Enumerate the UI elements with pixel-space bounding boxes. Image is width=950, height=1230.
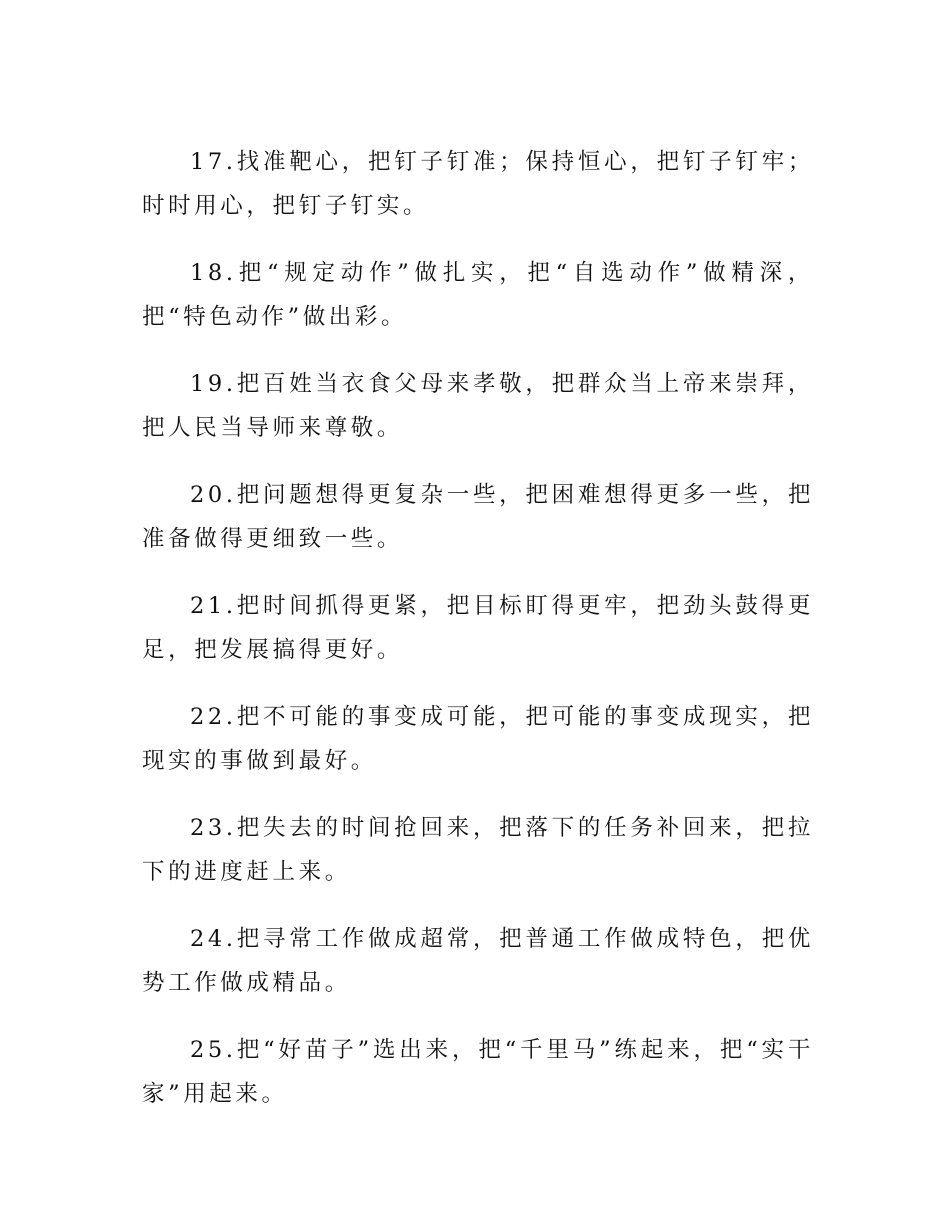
paragraph-21: 21.把时间抓得更紧，把目标盯得更牢，把劲头鼓得更足，把发展搞得更好。	[142, 593, 814, 663]
paragraph-18: 18.把“规定动作”做扎实，把“自选动作”做精深，把“特色动作”做出彩。	[142, 260, 814, 330]
paragraph-25: 25.把“好苗子”选出来，把“千里马”练起来，把“实干家”用起来。	[142, 1037, 814, 1107]
paragraph-23: 23.把失去的时间抢回来，把落下的任务补回来，把拉下的进度赶上来。	[142, 815, 814, 885]
document-body	[142, 140, 814, 1139]
paragraph-24: 24.把寻常工作做成超常，把普通工作做成特色，把优势工作做成精品。	[142, 926, 814, 996]
paragraph-19: 19.把百姓当衣食父母来孝敬，把群众当上帝来崇拜，把人民当导师来尊敬。	[142, 371, 814, 441]
paragraph-20: 20.把问题想得更复杂一些，把困难想得更多一些，把准备做得更细致一些。	[142, 482, 814, 552]
paragraph-17: 17.找准靶心，把钉子钉准；保持恒心，把钉子钉牢；时时用心，把钉子钉实。	[142, 149, 814, 219]
paragraph-22: 22.把不可能的事变成可能，把可能的事变成现实，把现实的事做到最好。	[142, 704, 814, 774]
